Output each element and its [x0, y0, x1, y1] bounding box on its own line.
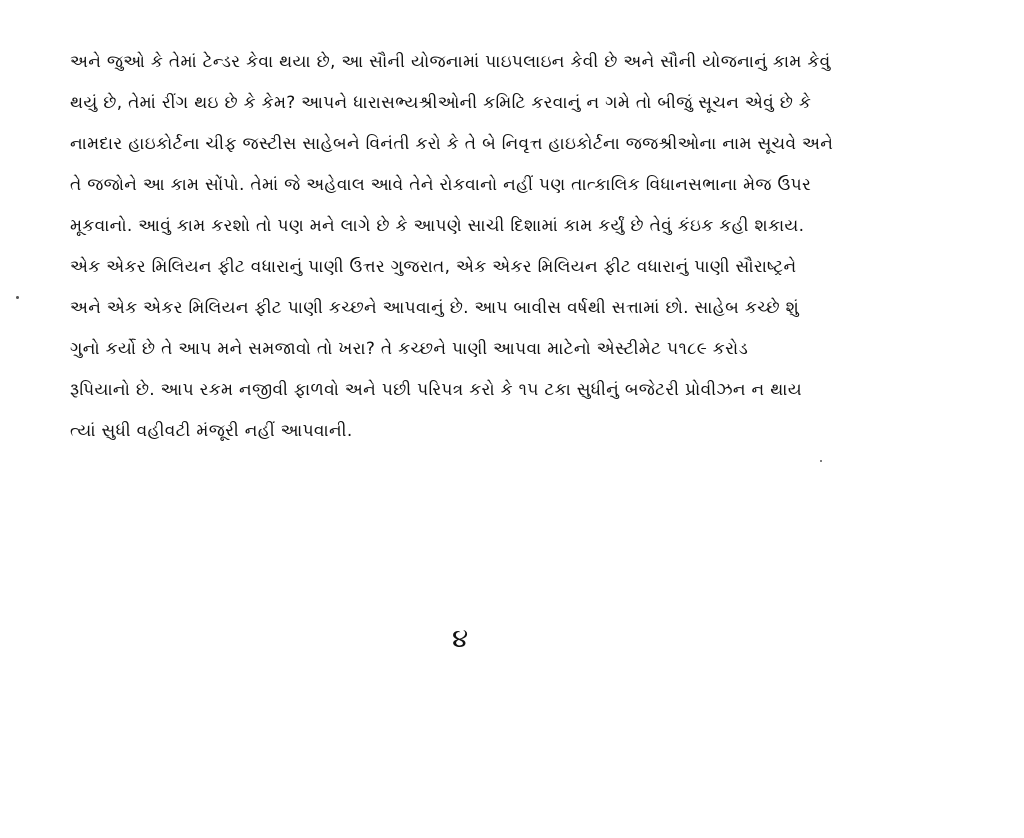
text-line: થયું છે, તેમાં રીંગ થઇ છે કે કેમ? આપને ધારાસભ્યશ્રીઓની કમિટિ કરવાનું ન ગમે તો બીજું સૂચન એવું છે કે [70, 93, 812, 113]
text-line: એક એકર મિલિયન ફીટ વધારાનું પાણી ઉત્તર ગુજરાત, એક એકર મિલિયન ફીટ વધારાનું પાણી સૌરાષ્ટ્રને [70, 257, 797, 277]
text-line: તે જજોને આ કામ સોંપો. તેમાં જે અહેવાલ આવે તેને રોકવાનો નહીં પણ તાત્કાલિક વિધાનસભાના મેજ ઉપર [70, 175, 812, 195]
text-line: નામદાર હાઇકોર્ટના ચીફ જસ્ટીસ સાહેબને વિનંતી કરો કે તે બે નિવૃત્ત હાઇકોર્ટના જજશ્રીઓના નામ સૂચવે અને [70, 134, 834, 154]
scan-speck [16, 296, 19, 299]
text-line: ત્યાં સુધી વહીવટી મંજૂરી નહીં આપવાની. [70, 421, 353, 441]
page-number: ૪ [451, 624, 469, 654]
text-line: રૂપિયાનો છે. આપ રકમ નજીવી ફાળવો અને પછી પરિપત્ર કરો કે ૧૫ ટકા સુધીનું બજેટરી પ્રોવીઝન ન થાય [70, 380, 802, 400]
scan-speck [820, 460, 822, 462]
text-line: ગુનો કર્યો છે તે આપ મને સમજાવો તો ખરા? તે કચ્છને પાણી આપવા માટેનો એસ્ટીમેટ ૫૧૮૯ કરોડ [70, 339, 749, 359]
body-paragraph [70, 42, 970, 452]
text-line: મૂકવાનો. આવું કામ કરશો તો પણ મને લાગે છે કે આપણે સાચી દિશામાં કામ કર્યું છે તેવું કંઇક કહી શકાય. [70, 216, 805, 236]
text-line: અને એક એકર મિલિયન ફીટ પાણી કચ્છને આપવાનું છે. આપ બાવીસ વર્ષથી સત્તામાં છો. સાહેબ કચ્છે શું [70, 298, 800, 318]
text-line: અને જુઓ કે તેમાં ટેન્ડર કેવા થયા છે, આ સૌની યોજનામાં પાઇપલાઇન કેવી છે અને સૌની યોજનાનું કામ કેવું [70, 52, 831, 72]
